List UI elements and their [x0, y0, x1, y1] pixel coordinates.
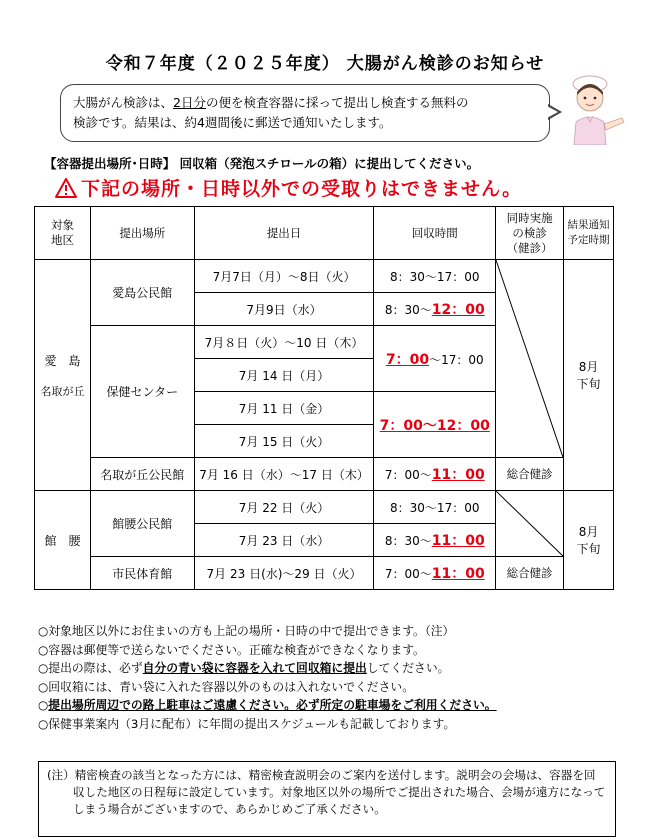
- date-cell: 7月８日（火）～10 日（木）: [194, 326, 374, 359]
- area-tatekoshi: 館 腰: [35, 491, 91, 590]
- date-cell: 7月 23 日(水)～29 日（火）: [194, 557, 374, 590]
- date-cell: 7月9日（水）: [194, 293, 374, 326]
- result-area2: 8月 下旬: [564, 491, 614, 590]
- date-cell: 7月 14 日（月）: [194, 359, 374, 392]
- notes-list: [38, 622, 618, 733]
- schedule-table: [34, 206, 614, 590]
- time-cell: 7：00～11：00: [374, 458, 496, 491]
- place-tatekoshi: 館腰公民館: [90, 491, 194, 557]
- header-place: 提出場所: [90, 207, 194, 260]
- table-row: [35, 557, 614, 590]
- time-cell: 7：00～12：00: [374, 392, 496, 458]
- simul-sogo: 総合健診: [496, 458, 564, 491]
- time-cell: 7：00～11：00: [374, 557, 496, 590]
- footnote-box: [38, 761, 616, 837]
- header-area: 対象 地区: [35, 207, 91, 260]
- header-time: 回収時間: [374, 207, 496, 260]
- date-cell: 7月 15 日（火）: [194, 425, 374, 458]
- intro-underlined: 2日分: [173, 95, 206, 110]
- table-row: [35, 491, 614, 524]
- header-date: 提出日: [194, 207, 374, 260]
- note-item: ○提出の際は、必ず自分の青い袋に容器を入れて回収箱に提出してください。: [38, 661, 450, 675]
- time-cell: 8：30～17：00: [374, 491, 496, 524]
- note-item: ○保健事業案内（3月に配布）に年間の提出スケジュールも記載しております。: [38, 716, 456, 731]
- intro-text-2: の便を検査容器に採って提出し検査する無料の: [205, 95, 469, 110]
- intro-text-3: 検診です。結果は、約4週間後に郵送で通知いたします。: [73, 115, 392, 130]
- submission-notice: 【容器提出場所･日時】 回収箱（発泡スチロールの箱）に提出してください。: [44, 156, 480, 171]
- place-natorigaoka: 名取が丘公民館: [90, 458, 194, 491]
- time-cell: 8：30～17：00: [374, 260, 496, 293]
- note-item: ○容器は郵便等で送らないでください。正確な検査ができなくなります。: [38, 642, 425, 657]
- header-simul: 同時実施 の検診 （健診）: [496, 207, 564, 260]
- note-item: ○対象地区以外にお住まいの方も上記の場所・日時の中で提出できます。（注）: [38, 624, 455, 638]
- simul-sogo: 総合健診: [496, 557, 564, 590]
- simul-empty-diagonal: [496, 491, 564, 557]
- date-cell: 7月 16 日（水）～17 日（木）: [194, 458, 374, 491]
- time-cell: 8：30～12：00: [374, 293, 496, 326]
- time-cell: 8：30～11：00: [374, 524, 496, 557]
- place-shimin: 市民体育館: [90, 557, 194, 590]
- intro-bubble: [60, 84, 550, 142]
- place-hoken: 保健センター: [90, 326, 194, 458]
- area-aishima: 愛 島 名取が丘: [35, 260, 91, 491]
- result-area1: 8月 下旬: [564, 260, 614, 491]
- place-aishima: 愛島公民館: [90, 260, 194, 326]
- note-item: ○回収箱には、青い袋に入れた容器以外のものは入れないでください。: [38, 679, 414, 694]
- table-row: [35, 260, 614, 293]
- header-result: 結果通知 予定時期: [564, 207, 614, 260]
- table-header-row: [35, 207, 614, 260]
- warning-text: 下記の場所・日時以外での受取りはできません。: [81, 178, 523, 200]
- nurse-illustration: [560, 70, 630, 145]
- warning-triangle-icon: [55, 178, 77, 198]
- warning-banner: [55, 174, 522, 201]
- date-cell: 7月 22 日（火）: [194, 491, 374, 524]
- time-cell: 7：00～17：00: [374, 326, 496, 392]
- date-cell: 7月7日（月）～8日（火）: [194, 260, 374, 293]
- intro-text-1: 大腸がん検診は、: [73, 95, 174, 110]
- page-title: 令和７年度（２０２５年度） 大腸がん検診のお知らせ: [105, 54, 545, 74]
- date-cell: 7月 23 日（水）: [194, 524, 374, 557]
- footnote-text: (注）精密検査の該当となった方には、精密検査説明会のご案内を送付します。説明会の会場は、容器を回収した地区の日程毎に設定しています。対象地区以外の場所でご提出された場合、会場が遠方になってしまう場合がございますので、あらかじめご了承ください。: [47, 768, 606, 816]
- date-cell: 7月 11 日（金）: [194, 392, 374, 425]
- simul-empty-diagonal: [496, 260, 564, 458]
- table-row: [35, 458, 614, 491]
- note-item: ○提出場所周辺での路上駐車はご遠慮ください。必ず所定の駐車場をご利用ください。: [38, 698, 497, 712]
